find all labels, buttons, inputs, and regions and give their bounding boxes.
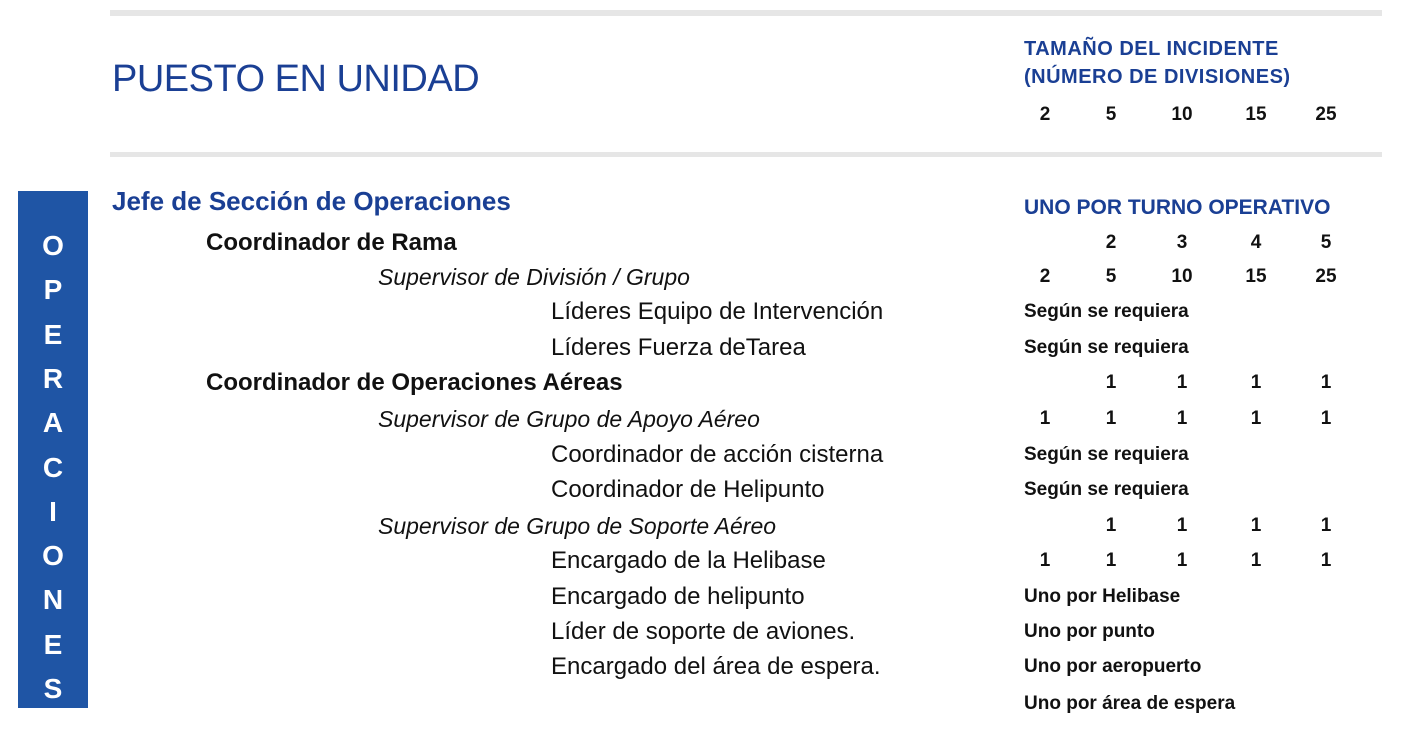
position-label: Coordinador de Rama: [206, 229, 457, 256]
staffing-count: 1: [1250, 408, 1262, 429]
divisions-heading: (NÚMERO DE DIVISIONES): [1024, 66, 1291, 88]
position-label: Encargado del área de espera.: [551, 653, 881, 680]
side-letter: O: [42, 230, 64, 261]
position-label: Líderes Fuerza deTarea: [551, 334, 806, 361]
staffing-note: Según se requiera: [1024, 337, 1189, 358]
position-label: Líderes Equipo de Intervención: [551, 298, 884, 325]
staffing-count: 1: [1250, 550, 1262, 571]
footer-note: Uno por área de espera: [1024, 693, 1236, 714]
staffing-count: 1: [1176, 372, 1188, 393]
staffing-count: 1: [1250, 515, 1262, 536]
staffing-count: 1: [1039, 408, 1051, 429]
side-letter: E: [43, 628, 63, 660]
side-letter: O: [42, 540, 64, 572]
staffing-count: 1: [1039, 550, 1051, 571]
staffing-count: 1: [1105, 408, 1117, 429]
staffing-count: 1: [1320, 372, 1332, 393]
staffing-count: 5: [1320, 232, 1332, 253]
staffing-count: 15: [1245, 266, 1267, 287]
side-letter: S: [43, 673, 63, 704]
staffing-count: 5: [1105, 266, 1117, 287]
size-column-2: 2: [1039, 104, 1051, 125]
staffing-count: 1: [1320, 408, 1332, 429]
staffing-count: 3: [1176, 232, 1188, 253]
position-label: Encargado de helipunto: [551, 583, 805, 610]
position-label: Supervisor de Grupo de Apoyo Aéreo: [378, 406, 760, 432]
side-letter: R: [42, 362, 64, 394]
staffing-note: Según se requiera: [1024, 301, 1189, 322]
side-letter: I: [49, 495, 57, 527]
staffing-count: 2: [1105, 232, 1117, 253]
staffing-count: 1: [1320, 515, 1332, 536]
position-label: Jefe de Sección de Operaciones: [112, 186, 511, 216]
staffing-count: 4: [1250, 232, 1262, 253]
staffing-count: 1: [1105, 550, 1117, 571]
staffing-note: Según se requiera: [1024, 479, 1189, 500]
position-label: Líder de soporte de aviones.: [551, 618, 856, 645]
staffing-count: 1: [1176, 408, 1188, 429]
staffing-count: 1: [1105, 515, 1117, 536]
page-title: PUESTO EN UNIDAD: [112, 58, 480, 100]
side-letter: C: [42, 451, 64, 483]
incident-size-heading: TAMAÑO DEL INCIDENTE: [1024, 38, 1279, 60]
position-label: Supervisor de Grupo de Soporte Aéreo: [378, 513, 777, 539]
position-label: Coordinador de Helipunto: [551, 476, 825, 503]
staffing-count: 1: [1176, 550, 1188, 571]
header-divider: [110, 152, 1382, 157]
operaciones-side-band: [18, 191, 88, 708]
staffing-count: 1: [1250, 372, 1262, 393]
staffing-count: 25: [1315, 266, 1337, 287]
position-label: Encargado de la Helibase: [551, 547, 826, 574]
position-label: Coordinador de Operaciones Aéreas: [206, 369, 623, 396]
position-label: Supervisor de División / Grupo: [378, 264, 690, 290]
size-column-5: 5: [1105, 104, 1117, 125]
side-letter: N: [42, 584, 64, 616]
size-column-25: 25: [1315, 104, 1337, 125]
staffing-count: 10: [1171, 266, 1193, 287]
staffing-count: 1: [1320, 550, 1332, 571]
staffing-note: Uno por punto: [1024, 621, 1155, 642]
staffing-count: 1: [1176, 515, 1188, 536]
side-letter: E: [43, 318, 63, 350]
size-column-15: 15: [1245, 104, 1267, 125]
staffing-count: 2: [1039, 266, 1051, 287]
staffing-count: 1: [1105, 372, 1117, 393]
position-label: Coordinador de acción cisterna: [551, 441, 884, 468]
side-letter: A: [42, 407, 64, 439]
staffing-note: Uno por aeropuerto: [1024, 656, 1202, 677]
staffing-note: Según se requiera: [1024, 444, 1189, 465]
staffing-note: UNO POR TURNO OPERATIVO: [1024, 196, 1331, 219]
size-column-10: 10: [1171, 104, 1193, 125]
side-letter: P: [43, 274, 63, 306]
staffing-note: Uno por Helibase: [1024, 586, 1181, 607]
top-rule: [110, 10, 1382, 16]
